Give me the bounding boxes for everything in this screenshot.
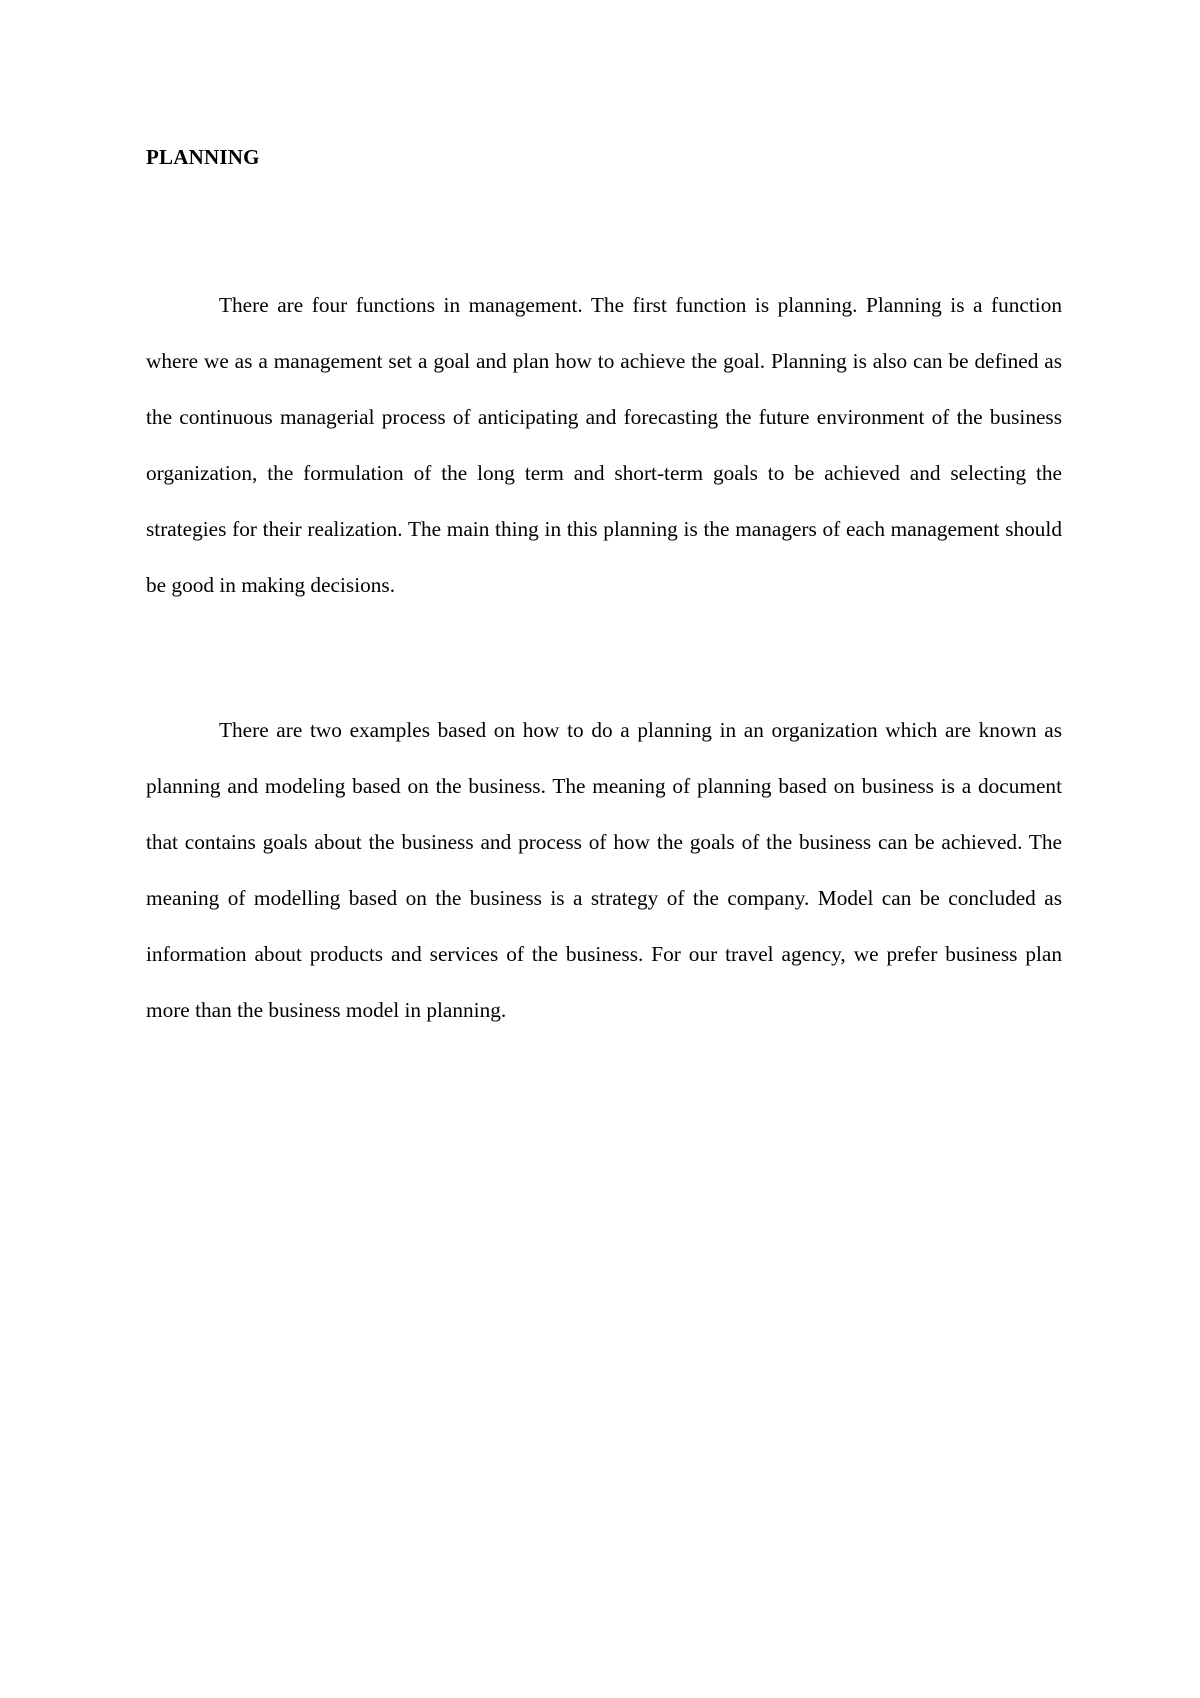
paragraph-block-1 xyxy=(146,277,1062,613)
paragraph-block-2 xyxy=(146,702,1062,1038)
paragraph-1: There are four functions in management. The first function is planning. Planning is a function where we as a management set a goal and plan how to achieve the goal. Planning is also can be defined as the continuous managerial process of anticipating and forecasting the future environment of the business organization, the formulation of the long term and short-term goals to be achieved and selecting the strategies for their realization. The main thing in this planning is the managers of each management should be good in making decisions. xyxy=(146,293,1062,597)
section-heading: PLANNING xyxy=(146,145,260,169)
paragraph-2: There are two examples based on how to do a planning in an organization which are known as planning and modeling based on the business. The meaning of planning based on business is a document that contains goals about the business and process of how the goals of the business can be achieved. The meaning of modelling based on the business is a strategy of the company. Model can be concluded as information about products and services of the business. For our travel agency, we prefer business plan more than the business model in planning. xyxy=(146,718,1062,1022)
